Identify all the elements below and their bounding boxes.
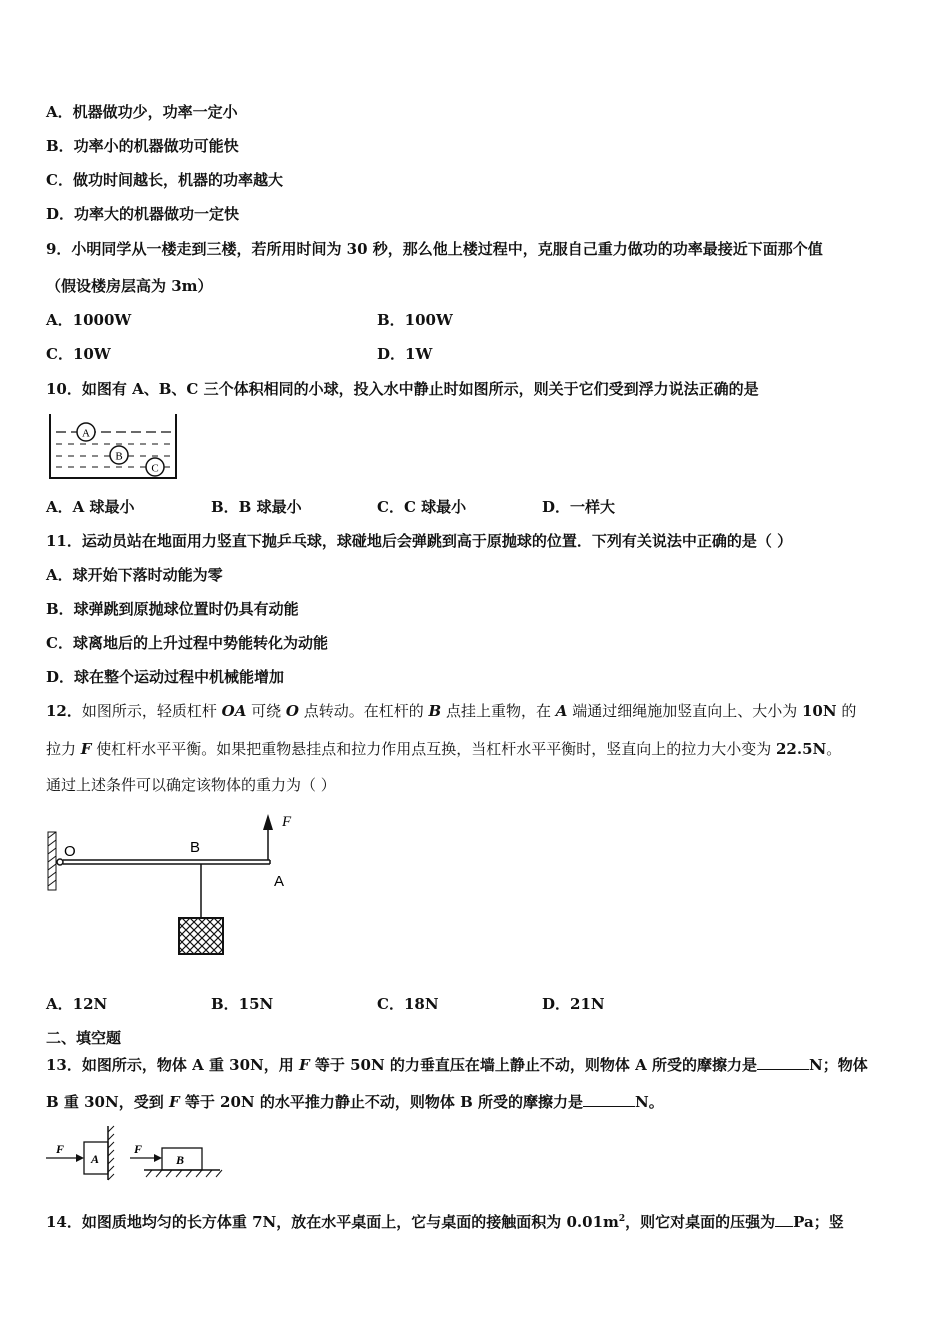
q9-option-a: A．1000W — [46, 311, 132, 329]
q13-stem-line2: B 重 30N，受到 F 等于 20N 的水平推力静止不动，则物体 B 所受的摩擦力是 N。 — [46, 1093, 664, 1111]
q8-option-a: A．机器做功少，功率一定小 — [46, 103, 238, 121]
q12-option-b: B．15N — [211, 995, 274, 1013]
label-b: B — [176, 1153, 185, 1167]
q13-blank-1 — [757, 1055, 809, 1070]
q10-balls-in-water-figure — [46, 410, 186, 482]
label-o: O — [64, 843, 76, 860]
weight-block — [179, 918, 223, 954]
q8-option-b: B．功率小的机器做功可能快 — [46, 137, 239, 155]
q8-option-c: C．做功时间越长，机器的功率越大 — [46, 171, 283, 189]
q10-stem: 10．如图有 A、B、C 三个体积相同的小球，投入水中静止时如图所示，则关于它们受到浮力说法正确的是 — [46, 380, 759, 398]
label-a: A — [274, 873, 285, 890]
label-a: A — [91, 1152, 100, 1166]
label-f-b: F — [134, 1142, 143, 1156]
q9-option-c: C．10W — [46, 345, 111, 363]
q12-stem-line2: 拉力 F 使杠杆水平平衡。如果把重物悬挂点和拉力作用点互换，当杠杆水平平衡时，竖直向上的拉力大小变为 22.5N。 — [46, 740, 842, 758]
q12-option-d: D．21N — [542, 995, 605, 1013]
q11-option-c: C．球离地后的上升过程中势能转化为动能 — [46, 634, 328, 652]
q8-option-d: D．功率大的机器做功一定快 — [46, 205, 240, 223]
q11-stem: 11．运动员站在地面用力竖直下抛乒乓球，球碰地后会弹跳到高于原抛球的位置．下列有关说法中正确的是（ ） — [46, 532, 793, 550]
ball-a-label: A — [82, 427, 90, 440]
q13-friction-figure — [46, 1122, 226, 1182]
label-b: B — [190, 839, 201, 856]
q10-option-c: C．C 球最小 — [377, 498, 467, 516]
q13-blank-2 — [583, 1092, 635, 1107]
q12-stem-line3: 通过上述条件可以确定该物体的重力为（ ） — [46, 776, 336, 794]
q9-option-d: D．1W — [377, 345, 433, 363]
q12-option-c: C．18N — [377, 995, 439, 1013]
q11-option-d: D．球在整个运动过程中机械能增加 — [46, 668, 285, 686]
q10-option-a: A．A 球最小 — [46, 498, 135, 516]
q9-stem-line2: （假设楼房层高为 3m） — [46, 277, 213, 295]
pivot-o — [57, 859, 63, 865]
ball-b-label: B — [115, 450, 123, 463]
ball-c-label: C — [151, 462, 159, 475]
label-f-a: F — [56, 1142, 65, 1156]
q12-option-a: A．12N — [46, 995, 108, 1013]
q10-option-b: B．B 球最小 — [211, 498, 302, 516]
section-title-fill-in: 二、填空题 — [46, 1029, 122, 1047]
q9-stem-line1: 9．小明同学从一楼走到三楼，若所用时间为 30 秒，那么他上楼过程中，克服自己重力做功的功率最接近下面那个值 — [46, 240, 823, 258]
q9-option-b: B．100W — [377, 311, 453, 329]
q14-stem: 14．如图质地均匀的长方体重 7N，放在水平桌面上，它与桌面的接触面积为 $0.01m^2$，则它对桌面的压强为 Pa；竖 — [46, 1213, 844, 1231]
q11-option-a: A．球开始下落时动能为零 — [46, 566, 223, 584]
q12-stem-line1: 12．如图所示，轻质杠杆 OA 可绕 O 点转动。在杠杆的 B 点挂上重物，在 A 端通过细绳施加竖直向上、大小为 10N 的 — [46, 702, 857, 720]
label-f: F — [282, 814, 292, 830]
q12-lever-figure — [46, 810, 306, 960]
q10-option-d: D．一样大 — [542, 498, 616, 516]
q14-blank-1 — [775, 1212, 793, 1227]
q11-option-b: B．球弹跳到原抛球位置时仍具有动能 — [46, 600, 299, 618]
q13-stem-line1: 13．如图所示，物体 A 重 30N，用 F 等于 50N 的力垂直压在墙上静止不动，则物体 A 所受的摩擦力是 N；物体 — [46, 1056, 868, 1074]
